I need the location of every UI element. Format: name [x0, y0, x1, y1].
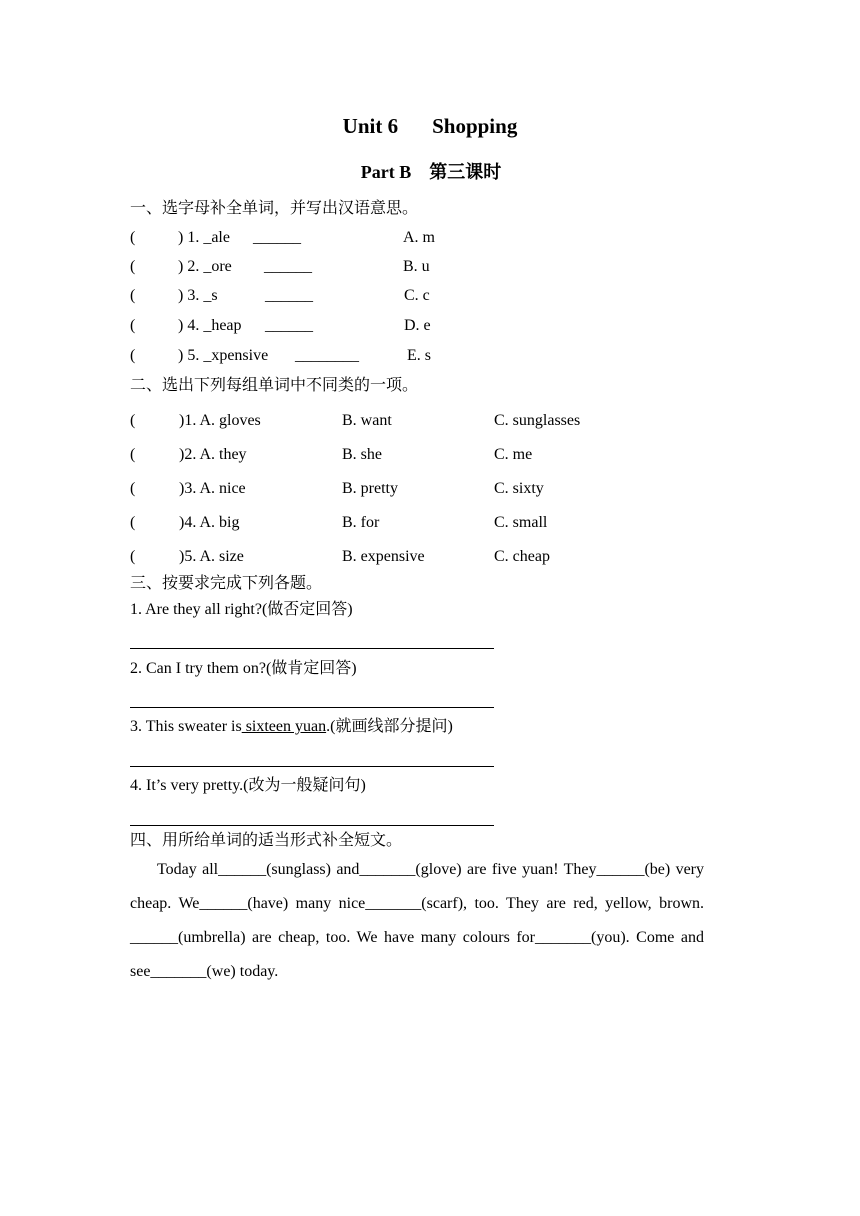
s3-question-3 [130, 717, 453, 737]
lesson-label: 第三课时 [429, 162, 502, 182]
s1-blank[interactable]: ______ [253, 229, 301, 246]
s2-option-c: C. me [494, 446, 533, 463]
s1-paren: ( [130, 258, 136, 275]
s2-option-a: )1. A. gloves [179, 412, 261, 429]
s2-option-c: C. sixty [494, 480, 544, 497]
s3-question-1: 1. Are they all right?(做否定回答) [130, 601, 353, 618]
topic-label: Shopping [432, 114, 518, 138]
part-label: Part B [360, 162, 412, 182]
s3-question-4: 4. It’s very pretty.(改为一般疑问句) [130, 777, 366, 794]
s1-question: ) 2. _ore [178, 258, 232, 275]
section3-heading: 三、按要求完成下列各题。 [130, 575, 323, 592]
s1-option: B. u [403, 258, 430, 275]
s1-question: ) 5. _xpensive [178, 347, 269, 364]
s2-option-c: C. small [494, 514, 548, 531]
s1-option: E. s [407, 347, 431, 364]
s2-option-b: B. pretty [342, 480, 398, 497]
section2-heading: 二、选出下列每组单词中不同类的一项。 [130, 377, 419, 394]
s1-blank[interactable]: ______ [265, 317, 313, 334]
cloze-paragraph [130, 853, 704, 989]
s2-option-a: )2. A. they [179, 446, 247, 463]
s2-paren: ( [130, 446, 136, 463]
worksheet-title [0, 116, 860, 136]
s1-question: ) 3. _s [178, 287, 218, 304]
s2-paren: ( [130, 514, 136, 531]
s1-blank[interactable]: ______ [264, 258, 312, 275]
s2-option-b: B. for [342, 514, 380, 531]
answer-line-2[interactable] [130, 707, 494, 708]
s2-option-c: C. cheap [494, 548, 550, 565]
cloze-text: Today all______(sunglass) and_______(glove) are five yuan! They______(be) very cheap. We______(have) many nice_______(scarf), too. They are red, yellow, brown. ______(umbrella) are cheap, too. We have many colours for_______(you). Come and see_______(we) today. [130, 861, 704, 980]
s2-option-c: C. sunglasses [494, 412, 581, 429]
s2-option-b: B. she [342, 446, 382, 463]
s1-paren: ( [130, 347, 136, 364]
s1-blank[interactable]: ______ [265, 287, 313, 304]
s1-option: C. c [404, 287, 430, 304]
s3-q3-pre: 3. This sweater is [130, 718, 242, 735]
s2-paren: ( [130, 480, 136, 497]
s1-option: D. e [404, 317, 431, 334]
s2-option-b: B. want [342, 412, 392, 429]
s3-q3-underlined: sixteen yuan [241, 718, 327, 735]
worksheet-subtitle [0, 162, 860, 182]
answer-line-1[interactable] [130, 648, 494, 649]
s3-question-2: 2. Can I try them on?(做肯定回答) [130, 660, 357, 677]
s1-paren: ( [130, 287, 136, 304]
s1-paren: ( [130, 229, 136, 246]
s1-question: ) 4. _heap [178, 317, 242, 334]
s1-option: A. m [403, 229, 435, 246]
s2-paren: ( [130, 548, 136, 565]
unit-label: Unit 6 [342, 114, 399, 138]
section1-heading: 一、选字母补全单词，并写出汉语意思。 [130, 200, 419, 217]
section4-heading: 四、用所给单词的适当形式补全短文。 [130, 832, 403, 849]
s2-option-a: )4. A. big [179, 514, 240, 531]
answer-line-4[interactable] [130, 825, 494, 826]
s1-question: ) 1. _ale [178, 229, 230, 246]
s3-q3-post: .(就画线部分提问) [326, 718, 453, 735]
s2-option-b: B. expensive [342, 548, 425, 565]
s1-blank[interactable]: ________ [295, 347, 359, 364]
s2-paren: ( [130, 412, 136, 429]
s2-option-a: )3. A. nice [179, 480, 246, 497]
s1-paren: ( [130, 317, 136, 334]
s2-option-a: )5. A. size [179, 548, 244, 565]
answer-line-3[interactable] [130, 766, 494, 767]
